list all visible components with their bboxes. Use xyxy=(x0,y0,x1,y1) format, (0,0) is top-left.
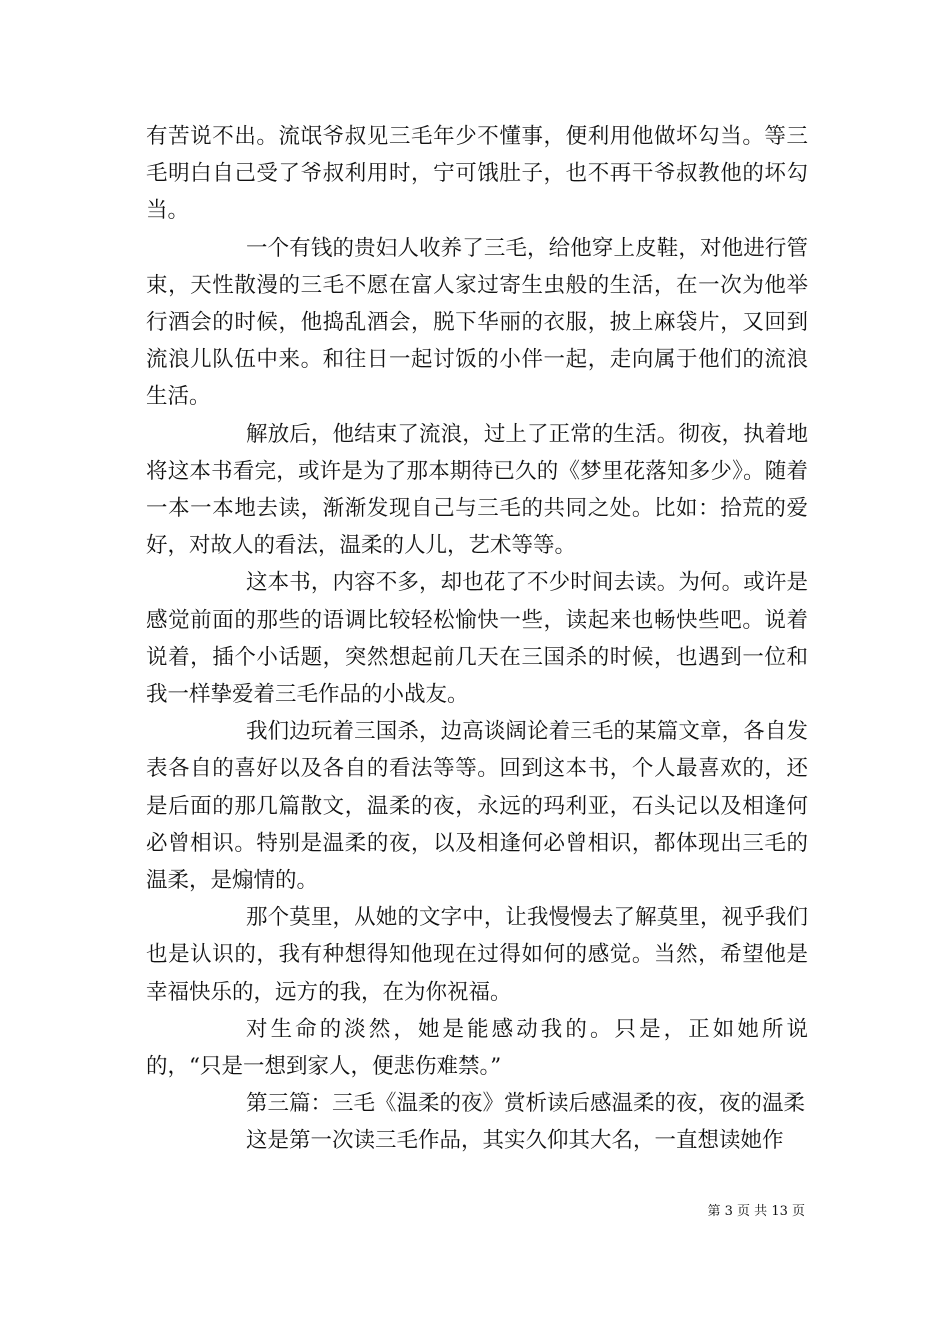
section-heading: 第三篇：三毛《温柔的夜》赏析读后感温柔的夜，夜的温柔 xyxy=(246,1091,806,1117)
paragraph-7: 对生命的淡然，她是能感动我的。只是，正如她所说的，“只是一想到家人，便悲伤难禁。” xyxy=(146,1016,808,1080)
paragraph-4: 这本书，内容不多，却也花了不少时间去读。为何。或许是感觉前面的那些的语调比较轻松愉快一些，读起来也畅快些吧。说着说着，插个小话题，突然想起前几天在三国杀的时候，也遇到一位和我一样挚爱着三毛作品的小战友。 xyxy=(146,570,808,708)
document-body xyxy=(146,118,808,1160)
page-number-footer: 第 3 页 共 13 页 xyxy=(707,1204,805,1219)
paragraph-5: 我们边玩着三国杀，边高谈阔论着三毛的某篇文章，各自发表各自的喜好以及各自的看法等等。回到这本书，个人最喜欢的，还是后面的那几篇散文，温柔的夜，永远的玛利亚，石头记以及相逢何必曾相识。特别是温柔的夜，以及相逢何必曾相识，都体现出三毛的温柔，是煽情的。 xyxy=(146,719,808,894)
paragraph-3: 解放后，他结束了流浪，过上了正常的生活。彻夜，执着地将这本书看完，或许是为了那本期待已久的《梦里花落知多少》。随着一本一本地去读，渐渐发现自己与三毛的共同之处。比如：拾荒的爱好，对故人的看法，温柔的人儿，艺术等等。 xyxy=(146,421,808,559)
paragraph-6: 那个莫里，从她的文字中，让我慢慢去了解莫里，视乎我们也是认识的，我有种想得知他现在过得如何的感觉。当然，希望他是幸福快乐的，远方的我，在为你祝福。 xyxy=(146,905,808,1005)
paragraph-9: 这是第一次读三毛作品，其实久仰其大名，一直想读她作 xyxy=(246,1128,784,1154)
paragraph-1: 有苦说不出。流氓爷叔见三毛年少不懂事，便利用他做坏勾当。等三毛明白自己受了爷叔利用时，宁可饿肚子，也不再干爷叔教他的坏勾当。 xyxy=(146,124,808,224)
paragraph-2: 一个有钱的贵妇人收养了三毛，给他穿上皮鞋，对他进行管束，天性散漫的三毛不愿在富人家过寄生虫般的生活，在一次为他举行酒会的时候，他捣乱酒会，脱下华丽的衣服，披上麻袋片，又回到流浪儿队伍中来。和往日一起讨饭的小伴一起，走向属于他们的流浪生活。 xyxy=(146,235,808,410)
